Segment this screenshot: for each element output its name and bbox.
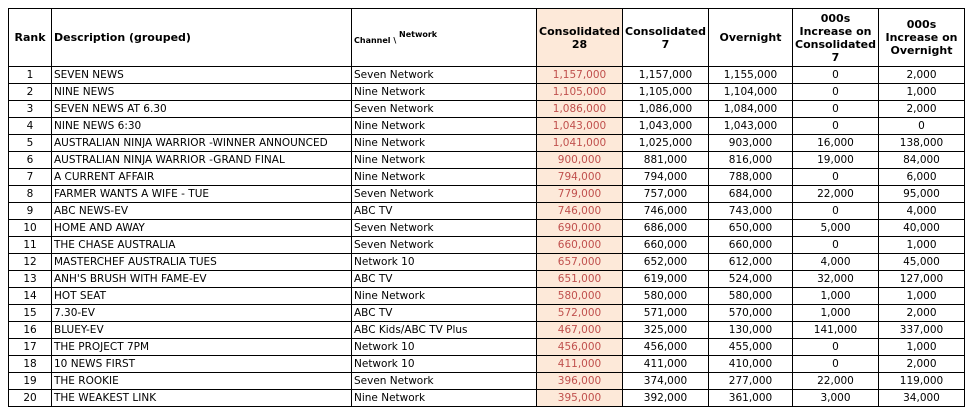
header-overnight: Overnight — [709, 9, 793, 67]
table-row — [9, 373, 965, 390]
cell-rank: 3 — [9, 101, 52, 118]
cell-rank: 17 — [9, 339, 52, 356]
cell-network: Nine Network — [352, 152, 537, 169]
cell-network: ABC Kids/ABC TV Plus — [352, 322, 537, 339]
cell-increase-overnight: 6,000 — [879, 169, 965, 186]
cell-description: HOME AND AWAY — [52, 220, 352, 237]
cell-description: THE CHASE AUSTRALIA — [52, 237, 352, 254]
cell-rank: 18 — [9, 356, 52, 373]
cell-rank: 2 — [9, 84, 52, 101]
cell-increase-overnight: 2,000 — [879, 67, 965, 84]
cell-network: Seven Network — [352, 186, 537, 203]
cell-increase-consolidated-7: 0 — [793, 67, 879, 84]
table-row — [9, 271, 965, 288]
cell-increase-overnight: 2,000 — [879, 305, 965, 322]
cell-rank: 15 — [9, 305, 52, 322]
cell-increase-overnight: 84,000 — [879, 152, 965, 169]
cell-consolidated-7: 325,000 — [623, 322, 709, 339]
cell-increase-consolidated-7: 5,000 — [793, 220, 879, 237]
ratings-table — [8, 8, 965, 407]
cell-rank: 10 — [9, 220, 52, 237]
cell-consolidated-7: 757,000 — [623, 186, 709, 203]
table-row — [9, 118, 965, 135]
cell-description: SEVEN NEWS — [52, 67, 352, 84]
cell-rank: 19 — [9, 373, 52, 390]
cell-increase-overnight: 45,000 — [879, 254, 965, 271]
table-body — [9, 67, 965, 407]
cell-overnight: 903,000 — [709, 135, 793, 152]
cell-consolidated-28: 657,000 — [537, 254, 623, 271]
cell-network: ABC TV — [352, 271, 537, 288]
table-row — [9, 356, 965, 373]
cell-network: Seven Network — [352, 373, 537, 390]
cell-consolidated-28: 779,000 — [537, 186, 623, 203]
table-row — [9, 390, 965, 407]
cell-rank: 13 — [9, 271, 52, 288]
cell-increase-overnight: 4,000 — [879, 203, 965, 220]
cell-increase-consolidated-7: 22,000 — [793, 186, 879, 203]
cell-increase-overnight: 337,000 — [879, 322, 965, 339]
table-row — [9, 339, 965, 356]
cell-consolidated-28: 580,000 — [537, 288, 623, 305]
cell-rank: 14 — [9, 288, 52, 305]
cell-rank: 5 — [9, 135, 52, 152]
cell-overnight: 1,043,000 — [709, 118, 793, 135]
cell-description: AUSTRALIAN NINJA WARRIOR -WINNER ANNOUNCED — [52, 135, 352, 152]
cell-description: A CURRENT AFFAIR — [52, 169, 352, 186]
cell-consolidated-7: 1,025,000 — [623, 135, 709, 152]
cell-description: MASTERCHEF AUSTRALIA TUES — [52, 254, 352, 271]
cell-overnight: 650,000 — [709, 220, 793, 237]
cell-increase-overnight: 2,000 — [879, 101, 965, 118]
cell-increase-consolidated-7: 0 — [793, 203, 879, 220]
cell-overnight: 612,000 — [709, 254, 793, 271]
cell-description: FARMER WANTS A WIFE - TUE — [52, 186, 352, 203]
cell-increase-overnight: 34,000 — [879, 390, 965, 407]
cell-consolidated-28: 794,000 — [537, 169, 623, 186]
cell-description: THE PROJECT 7PM — [52, 339, 352, 356]
cell-increase-overnight: 1,000 — [879, 84, 965, 101]
header-consolidated-28: Consolidated 28 — [537, 9, 623, 67]
cell-description: ABC NEWS-EV — [52, 203, 352, 220]
cell-increase-overnight: 1,000 — [879, 339, 965, 356]
cell-overnight: 816,000 — [709, 152, 793, 169]
header-increase-overnight: 000s Increase on Overnight — [879, 9, 965, 67]
cell-rank: 9 — [9, 203, 52, 220]
cell-consolidated-7: 571,000 — [623, 305, 709, 322]
cell-consolidated-28: 411,000 — [537, 356, 623, 373]
cell-increase-consolidated-7: 22,000 — [793, 373, 879, 390]
cell-overnight: 570,000 — [709, 305, 793, 322]
cell-increase-consolidated-7: 4,000 — [793, 254, 879, 271]
cell-network: Seven Network — [352, 101, 537, 118]
cell-overnight: 455,000 — [709, 339, 793, 356]
cell-network: ABC TV — [352, 203, 537, 220]
table-row — [9, 203, 965, 220]
table-row — [9, 135, 965, 152]
header-increase-consolidated-7: 000s Increase on Consolidated 7 — [793, 9, 879, 67]
cell-increase-overnight: 1,000 — [879, 237, 965, 254]
cell-increase-overnight: 1,000 — [879, 288, 965, 305]
cell-network: Nine Network — [352, 288, 537, 305]
cell-increase-consolidated-7: 16,000 — [793, 135, 879, 152]
cell-overnight: 1,104,000 — [709, 84, 793, 101]
table-row — [9, 254, 965, 271]
cell-description: THE WEAKEST LINK — [52, 390, 352, 407]
table-row — [9, 101, 965, 118]
cell-overnight: 660,000 — [709, 237, 793, 254]
table-row — [9, 169, 965, 186]
cell-increase-consolidated-7: 0 — [793, 84, 879, 101]
cell-rank: 20 — [9, 390, 52, 407]
cell-increase-overnight: 127,000 — [879, 271, 965, 288]
cell-overnight: 1,155,000 — [709, 67, 793, 84]
table-row — [9, 322, 965, 339]
cell-consolidated-28: 1,105,000 — [537, 84, 623, 101]
cell-overnight: 1,084,000 — [709, 101, 793, 118]
cell-consolidated-7: 1,157,000 — [623, 67, 709, 84]
cell-description: AUSTRALIAN NINJA WARRIOR -GRAND FINAL — [52, 152, 352, 169]
cell-network: Network 10 — [352, 356, 537, 373]
cell-increase-consolidated-7: 0 — [793, 237, 879, 254]
cell-overnight: 743,000 — [709, 203, 793, 220]
table-row — [9, 186, 965, 203]
cell-overnight: 130,000 — [709, 322, 793, 339]
cell-increase-overnight: 2,000 — [879, 356, 965, 373]
cell-increase-consolidated-7: 0 — [793, 339, 879, 356]
cell-description: NINE NEWS 6:30 — [52, 118, 352, 135]
cell-consolidated-7: 580,000 — [623, 288, 709, 305]
cell-increase-consolidated-7: 141,000 — [793, 322, 879, 339]
cell-increase-consolidated-7: 0 — [793, 356, 879, 373]
header-consolidated-7: Consolidated 7 — [623, 9, 709, 67]
cell-increase-overnight: 95,000 — [879, 186, 965, 203]
cell-network: Nine Network — [352, 390, 537, 407]
table-row — [9, 84, 965, 101]
cell-consolidated-7: 1,105,000 — [623, 84, 709, 101]
cell-consolidated-28: 456,000 — [537, 339, 623, 356]
cell-overnight: 788,000 — [709, 169, 793, 186]
cell-network: Nine Network — [352, 169, 537, 186]
cell-consolidated-28: 572,000 — [537, 305, 623, 322]
cell-network: Network 10 — [352, 254, 537, 271]
cell-consolidated-7: 660,000 — [623, 237, 709, 254]
cell-consolidated-7: 1,086,000 — [623, 101, 709, 118]
cell-description: 10 NEWS FIRST — [52, 356, 352, 373]
cell-rank: 8 — [9, 186, 52, 203]
cell-rank: 16 — [9, 322, 52, 339]
cell-consolidated-28: 690,000 — [537, 220, 623, 237]
cell-network: Seven Network — [352, 67, 537, 84]
cell-consolidated-28: 1,157,000 — [537, 67, 623, 84]
cell-consolidated-7: 456,000 — [623, 339, 709, 356]
cell-network: Nine Network — [352, 118, 537, 135]
cell-consolidated-7: 881,000 — [623, 152, 709, 169]
cell-description: SEVEN NEWS AT 6.30 — [52, 101, 352, 118]
cell-consolidated-7: 1,043,000 — [623, 118, 709, 135]
header-row — [9, 9, 965, 67]
cell-increase-overnight: 40,000 — [879, 220, 965, 237]
cell-consolidated-7: 652,000 — [623, 254, 709, 271]
cell-increase-consolidated-7: 1,000 — [793, 305, 879, 322]
cell-consolidated-7: 392,000 — [623, 390, 709, 407]
ratings-table-container — [8, 8, 965, 407]
cell-increase-consolidated-7: 0 — [793, 118, 879, 135]
cell-overnight: 684,000 — [709, 186, 793, 203]
cell-consolidated-28: 660,000 — [537, 237, 623, 254]
cell-rank: 12 — [9, 254, 52, 271]
header-description: Description (grouped) — [52, 9, 352, 67]
cell-consolidated-28: 396,000 — [537, 373, 623, 390]
cell-description: ANH'S BRUSH WITH FAME-EV — [52, 271, 352, 288]
cell-consolidated-28: 1,041,000 — [537, 135, 623, 152]
cell-rank: 4 — [9, 118, 52, 135]
cell-description: HOT SEAT — [52, 288, 352, 305]
cell-description: 7.30-EV — [52, 305, 352, 322]
table-row — [9, 220, 965, 237]
header-channel: Channel — [354, 36, 391, 45]
cell-overnight: 580,000 — [709, 288, 793, 305]
cell-network: Nine Network — [352, 135, 537, 152]
cell-network: Seven Network — [352, 220, 537, 237]
cell-network: Network 10 — [352, 339, 537, 356]
table-row — [9, 237, 965, 254]
cell-increase-overnight: 138,000 — [879, 135, 965, 152]
header-channel-network: Channel \ Network — [352, 9, 537, 67]
cell-consolidated-7: 374,000 — [623, 373, 709, 390]
cell-rank: 7 — [9, 169, 52, 186]
table-row — [9, 67, 965, 84]
table-row — [9, 305, 965, 322]
cell-consolidated-28: 900,000 — [537, 152, 623, 169]
header-rank: Rank — [9, 9, 52, 67]
cell-increase-consolidated-7: 32,000 — [793, 271, 879, 288]
cell-overnight: 277,000 — [709, 373, 793, 390]
header-network: Network — [399, 30, 438, 39]
cell-overnight: 410,000 — [709, 356, 793, 373]
cell-rank: 1 — [9, 67, 52, 84]
cell-description: NINE NEWS — [52, 84, 352, 101]
cell-consolidated-28: 395,000 — [537, 390, 623, 407]
cell-increase-consolidated-7: 0 — [793, 169, 879, 186]
cell-consolidated-28: 1,043,000 — [537, 118, 623, 135]
cell-consolidated-7: 746,000 — [623, 203, 709, 220]
cell-description: THE ROOKIE — [52, 373, 352, 390]
cell-network: ABC TV — [352, 305, 537, 322]
cell-increase-overnight: 0 — [879, 118, 965, 135]
cell-description: BLUEY-EV — [52, 322, 352, 339]
cell-consolidated-7: 411,000 — [623, 356, 709, 373]
cell-increase-overnight: 119,000 — [879, 373, 965, 390]
cell-overnight: 361,000 — [709, 390, 793, 407]
cell-network: Nine Network — [352, 84, 537, 101]
cell-increase-consolidated-7: 3,000 — [793, 390, 879, 407]
cell-overnight: 524,000 — [709, 271, 793, 288]
cell-rank: 11 — [9, 237, 52, 254]
cell-rank: 6 — [9, 152, 52, 169]
cell-consolidated-28: 1,086,000 — [537, 101, 623, 118]
cell-increase-consolidated-7: 0 — [793, 101, 879, 118]
cell-increase-consolidated-7: 19,000 — [793, 152, 879, 169]
cell-consolidated-28: 651,000 — [537, 271, 623, 288]
cell-consolidated-28: 467,000 — [537, 322, 623, 339]
table-row — [9, 152, 965, 169]
cell-consolidated-7: 619,000 — [623, 271, 709, 288]
cell-network: Seven Network — [352, 237, 537, 254]
cell-consolidated-7: 794,000 — [623, 169, 709, 186]
cell-increase-consolidated-7: 1,000 — [793, 288, 879, 305]
cell-consolidated-28: 746,000 — [537, 203, 623, 220]
table-row — [9, 288, 965, 305]
cell-consolidated-7: 686,000 — [623, 220, 709, 237]
